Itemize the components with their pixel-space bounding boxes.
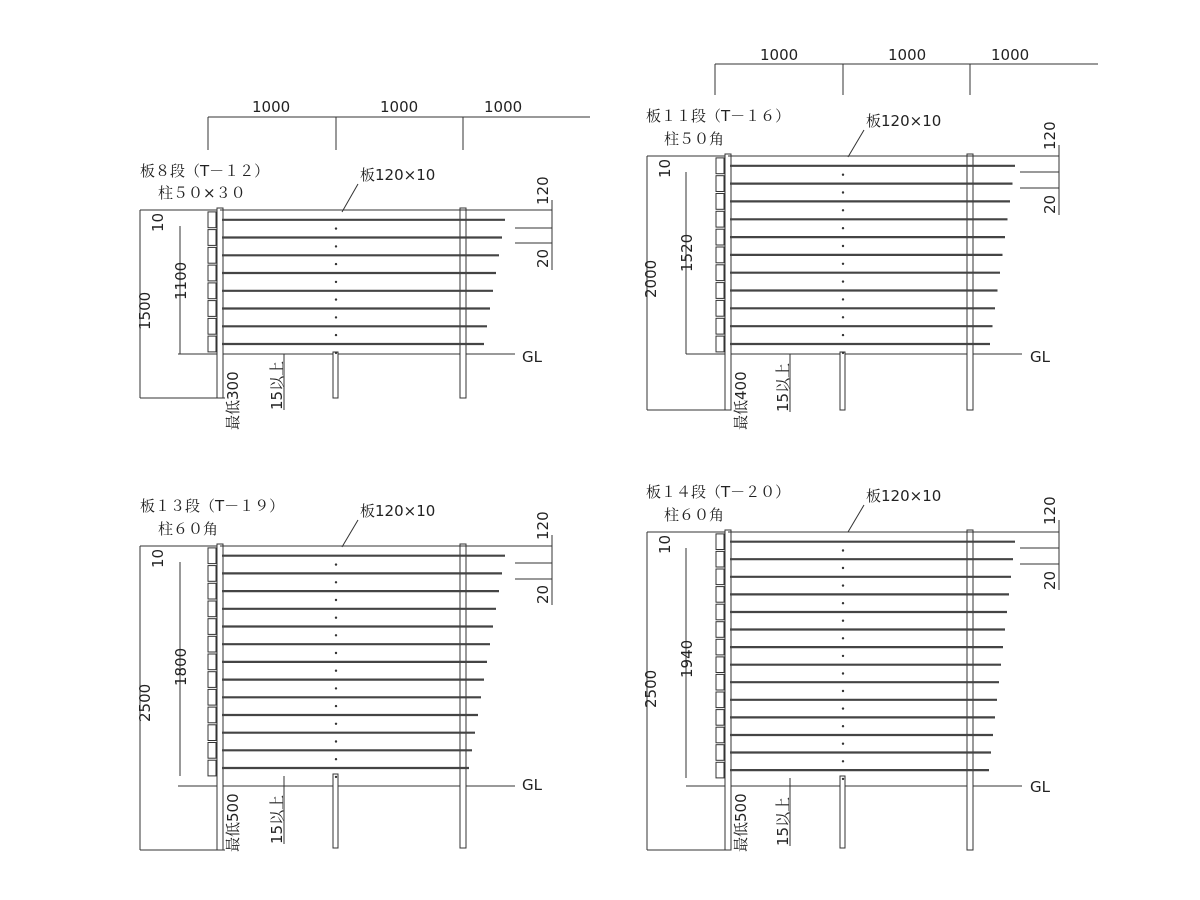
panel-3 — [136, 497, 552, 852]
board-top-label: 10 — [656, 158, 674, 178]
joint-screw — [335, 227, 337, 229]
board-leader-line — [848, 505, 864, 532]
board-end-block — [208, 548, 216, 564]
joint-screw — [842, 620, 844, 622]
joint-screw — [842, 352, 844, 354]
board-end-block — [716, 336, 724, 352]
post-left — [725, 530, 731, 850]
joint-screw — [335, 758, 337, 760]
joint-screw — [842, 316, 844, 318]
span-label-3: 1000 — [991, 46, 1030, 64]
post-middle — [840, 352, 845, 410]
joint-screw — [335, 634, 337, 636]
joint-screw — [335, 281, 337, 283]
total-height-label: 1500 — [136, 291, 154, 330]
board-end-block — [208, 318, 216, 334]
joint-screw — [842, 778, 844, 780]
board-end-block — [716, 727, 724, 743]
joint-screw — [335, 581, 337, 583]
total-height-label: 2500 — [642, 669, 660, 708]
gap-label: 20 — [1041, 570, 1059, 590]
joint-screw — [842, 191, 844, 193]
concrete-label: 15以上 — [268, 794, 286, 844]
board-width-label: 120 — [1041, 496, 1059, 525]
board-end-block — [208, 265, 216, 281]
board-height-label: 1800 — [172, 647, 190, 686]
joint-screw — [842, 209, 844, 211]
joint-screw — [842, 707, 844, 709]
board-top-label: 10 — [149, 212, 167, 232]
span-label-2: 1000 — [888, 46, 927, 64]
post-spec: 柱５０×３０ — [158, 184, 246, 202]
panel-title: 板１３段（T－１９） — [140, 497, 285, 515]
board-end-block — [716, 569, 724, 585]
joint-screw — [842, 690, 844, 692]
concrete-label: 15以上 — [774, 796, 792, 846]
board-leader-line — [342, 184, 358, 212]
board-stack — [716, 156, 1020, 354]
board-end-block — [716, 300, 724, 316]
post-spec: 柱６０角 — [664, 506, 725, 524]
joint-screw — [335, 652, 337, 654]
post-middle — [840, 776, 845, 848]
post-left — [725, 154, 731, 410]
span-label-1: 1000 — [760, 46, 799, 64]
board-end-block — [208, 743, 216, 759]
panel-title: 板１１段（T－１６） — [646, 107, 791, 125]
joint-screw — [842, 672, 844, 674]
gap-label: 20 — [1041, 194, 1059, 214]
post-right — [967, 154, 973, 410]
board-end-block — [716, 551, 724, 567]
board-end-block — [716, 639, 724, 655]
board-end-block — [208, 707, 216, 723]
embed-depth-label: 最低500 — [224, 793, 242, 852]
board-end-block — [208, 336, 216, 352]
board-end-block — [716, 604, 724, 620]
joint-screw — [335, 599, 337, 601]
board-height-label: 1940 — [678, 639, 696, 678]
board-width-label: 120 — [534, 176, 552, 205]
span-label-3: 1000 — [484, 98, 523, 116]
board-leader-line — [848, 130, 864, 157]
joint-screw — [842, 263, 844, 265]
board-top-label: 10 — [656, 534, 674, 554]
joint-screw — [842, 280, 844, 282]
board-stack — [716, 532, 1020, 780]
board-end-block — [208, 619, 216, 635]
panel-title: 板１４段（T－２０） — [646, 483, 791, 501]
board-width-label: 120 — [1041, 121, 1059, 150]
joint-screw — [335, 263, 337, 265]
board-end-block — [716, 283, 724, 299]
board-width-label: 120 — [534, 511, 552, 540]
joint-screw — [335, 245, 337, 247]
board-end-block — [208, 301, 216, 317]
post-right — [460, 544, 466, 848]
gl-label: GL — [1030, 778, 1050, 796]
panel-2 — [642, 46, 1098, 430]
board-spec: 板120×10 — [866, 487, 942, 505]
board-end-block — [208, 636, 216, 652]
board-end-block — [716, 229, 724, 245]
board-end-block — [208, 654, 216, 670]
joint-screw — [335, 723, 337, 725]
span-label-1: 1000 — [252, 98, 291, 116]
embed-depth-label: 最低300 — [224, 371, 242, 430]
post-middle — [333, 774, 338, 848]
gl-label: GL — [1030, 348, 1050, 366]
joint-screw — [335, 298, 337, 300]
board-end-block — [716, 194, 724, 210]
board-end-block — [716, 247, 724, 263]
joint-screw — [335, 352, 337, 354]
post-right — [967, 530, 973, 850]
board-end-block — [716, 657, 724, 673]
board-end-block — [208, 601, 216, 617]
joint-screw — [842, 549, 844, 551]
board-end-block — [208, 566, 216, 582]
board-end-block — [716, 692, 724, 708]
joint-screw — [842, 637, 844, 639]
board-end-block — [716, 622, 724, 638]
board-spec: 板120×10 — [360, 166, 436, 184]
joint-screw — [335, 740, 337, 742]
board-top-label: 10 — [149, 548, 167, 568]
board-end-block — [716, 534, 724, 550]
joint-screw — [842, 174, 844, 176]
joint-screw — [842, 760, 844, 762]
joint-screw — [842, 743, 844, 745]
joint-screw — [335, 316, 337, 318]
board-end-block — [716, 587, 724, 603]
joint-screw — [335, 776, 337, 778]
joint-screw — [842, 725, 844, 727]
concrete-label: 15以上 — [774, 362, 792, 412]
span-label-2: 1000 — [380, 98, 419, 116]
joint-screw — [842, 567, 844, 569]
board-height-label: 1100 — [172, 261, 190, 300]
board-end-block — [208, 689, 216, 705]
board-end-block — [716, 158, 724, 174]
panel-title: 板８段（T－１２） — [140, 162, 270, 180]
post-middle — [333, 352, 338, 398]
concrete-label: 15以上 — [268, 360, 286, 410]
joint-screw — [335, 563, 337, 565]
gap-label: 20 — [534, 248, 552, 268]
board-end-block — [716, 710, 724, 726]
post-spec: 柱５０角 — [664, 130, 725, 148]
joint-screw — [842, 298, 844, 300]
board-end-block — [716, 318, 724, 334]
gl-label: GL — [522, 348, 542, 366]
joint-screw — [842, 655, 844, 657]
joint-screw — [335, 705, 337, 707]
board-end-block — [716, 176, 724, 192]
joint-screw — [842, 602, 844, 604]
joint-screw — [335, 670, 337, 672]
board-end-block — [208, 283, 216, 299]
embed-depth-label: 最低500 — [732, 793, 750, 852]
joint-screw — [335, 617, 337, 619]
gl-label: GL — [522, 776, 542, 794]
joint-screw — [842, 245, 844, 247]
joint-screw — [842, 227, 844, 229]
board-end-block — [208, 583, 216, 599]
board-end-block — [208, 760, 216, 776]
board-end-block — [716, 265, 724, 281]
board-spec: 板120×10 — [360, 502, 436, 520]
board-end-block — [208, 212, 216, 228]
board-end-block — [716, 674, 724, 690]
panel-1 — [136, 98, 590, 430]
board-end-block — [208, 247, 216, 263]
joint-screw — [335, 334, 337, 336]
post-spec: 柱６０角 — [158, 520, 219, 538]
board-end-block — [716, 745, 724, 761]
board-end-block — [208, 672, 216, 688]
embed-depth-label: 最低400 — [732, 371, 750, 430]
joint-screw — [842, 334, 844, 336]
panel-4 — [642, 483, 1059, 852]
gap-label: 20 — [534, 584, 552, 604]
joint-screw — [335, 687, 337, 689]
board-end-block — [208, 230, 216, 246]
board-end-block — [716, 762, 724, 778]
board-end-block — [208, 725, 216, 741]
board-leader-line — [342, 520, 358, 547]
total-height-label: 2000 — [642, 259, 660, 298]
board-spec: 板120×10 — [866, 112, 942, 130]
board-height-label: 1520 — [678, 233, 696, 272]
joint-screw — [842, 584, 844, 586]
board-end-block — [716, 211, 724, 227]
total-height-label: 2500 — [136, 683, 154, 722]
